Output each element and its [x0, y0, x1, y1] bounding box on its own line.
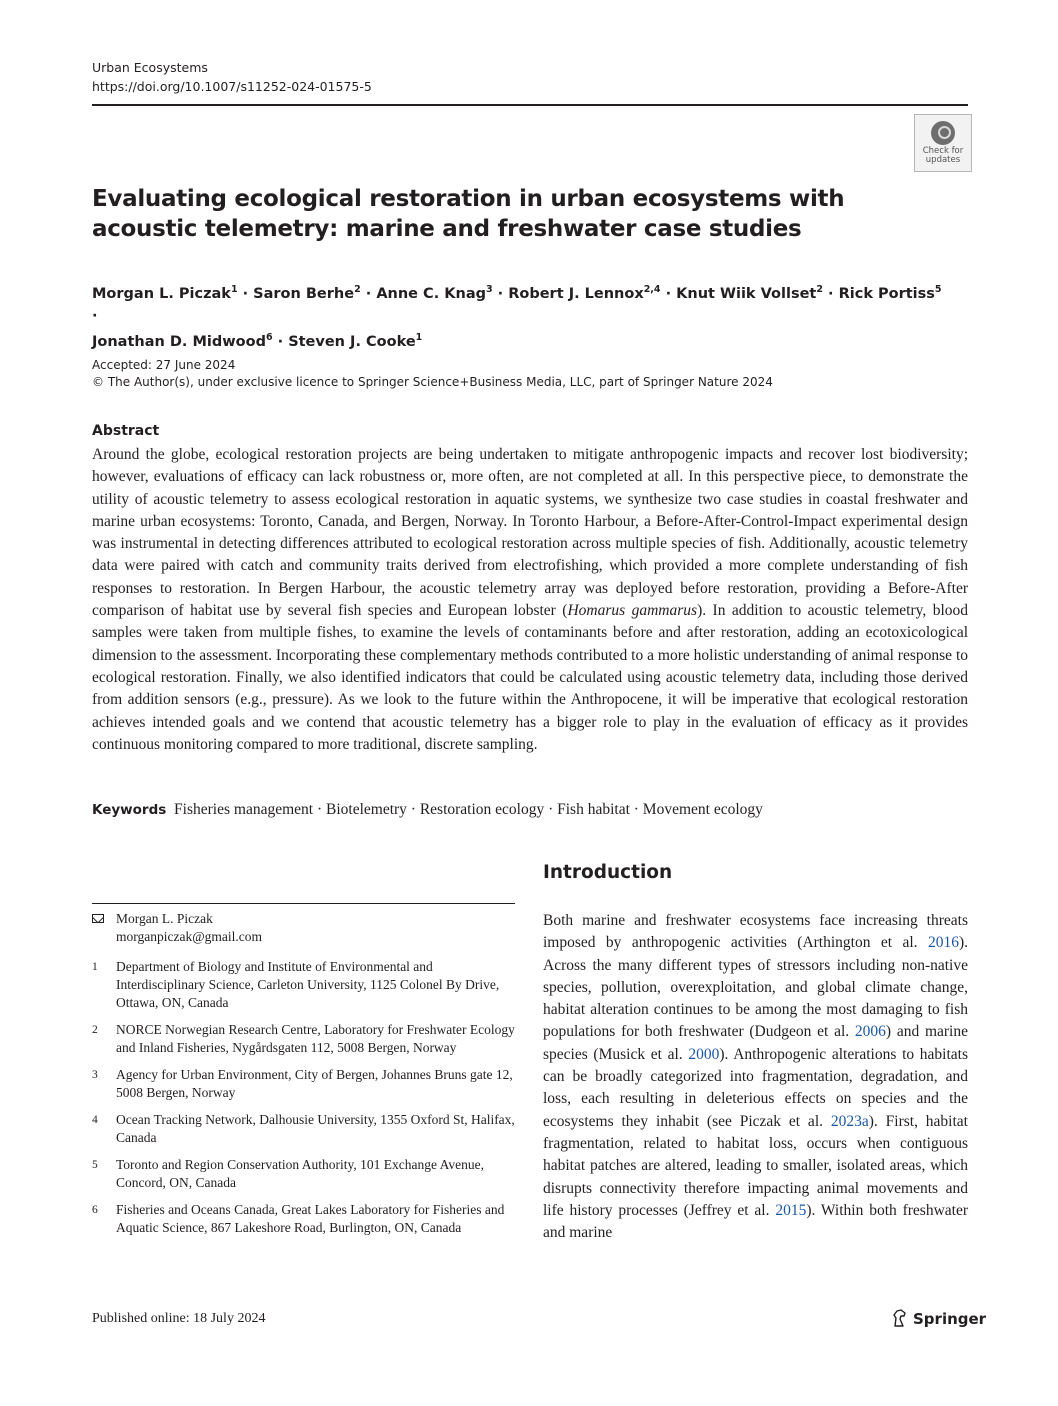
affiliation-number: 1: [92, 961, 98, 973]
affiliation-item: [92, 958, 516, 1012]
introduction-heading: Introduction: [543, 862, 673, 883]
affiliation-text: Ocean Tracking Network, Dalhousie University, 1355 Oxford St, Halifax, Canada: [116, 1112, 515, 1145]
publisher-logo: [892, 1309, 986, 1328]
author-separator: ·: [237, 285, 254, 302]
corresponding-author: [92, 910, 516, 946]
affiliation-number: 5: [92, 1159, 98, 1171]
affiliation-text: Fisheries and Oceans Canada, Great Lakes Laboratory for Fisheries and Aquatic Science, 867 Lakeshore Road, Burlington, ON, Canada: [116, 1202, 505, 1235]
introduction-segment: ). First, habitat fragmentation, related to habitat loss, occurs when contiguous habitat patches are altered, leading to smaller, isolated areas, which disrupts connectivity therefore impacting animal movements and life history processes (Jeffrey et al.: [543, 1112, 968, 1219]
affiliation-number: 2: [92, 1024, 98, 1036]
author: [508, 286, 676, 302]
keywords: [92, 799, 968, 821]
header-rule: [92, 104, 968, 106]
affiliation-number: 3: [92, 1069, 98, 1081]
introduction-segment: ). Within both freshwater and marine: [543, 1201, 969, 1242]
author-affiliation-mark: 3: [485, 284, 493, 295]
citation-link[interactable]: 2023a: [830, 1112, 869, 1130]
author-name: Robert J. Lennox: [508, 285, 644, 302]
author: [92, 331, 289, 350]
affiliation-text: Department of Biology and Institute of Environmental and Interdisciplinary Science, Carleton University, 1125 Colonel By Drive, Ottawa, ON, Canada: [116, 959, 500, 1010]
author: [253, 286, 376, 302]
affiliation-list: [92, 958, 516, 1237]
introduction-segment: ). Across the many different types of stressors including non-native species, pollution, overexploitation, and global climate change, habitat alteration continues to be among the most damaging to fish populations for both freshwater (Dudgeon et al.: [543, 934, 968, 1041]
author-name: Saron Berhe: [253, 285, 355, 302]
journal-header: [92, 58, 372, 96]
introduction-segment: ) and marine species (Musick et al.: [543, 1023, 968, 1063]
footnote-rule: [92, 903, 515, 904]
envelope-icon: [92, 914, 104, 923]
citation-link[interactable]: 2000: [688, 1045, 720, 1063]
affiliation-text: NORCE Norwegian Research Centre, Laboratory for Freshwater Ecology and Inland Fisheries, Nygårdsgaten 112, 5008 Bergen, Norway: [116, 1022, 515, 1055]
abstract-part-2: ). In addition to acoustic telemetry, blood samples were taken from multiple fishes, to examine the levels of contaminants before and after restoration, adding an ecotoxicological dimension to the assessment. Incorporating these complementary methods contributed to a more holistic understanding of animal response to ecological restoration. Finally, we also identified indicators that could be calculated using acoustic telemetry data, including those derived from addition sensors (e.g., pressure). As we look to the future within the Anthropocene, it will be imperative that ecological restoration achieves intended goals and we contend that acoustic telemetry has a bigger role to play in the evaluation of efficacy as it provides continuous monitoring compared to more traditional, discrete sampling.: [92, 602, 969, 753]
author-name: Jonathan D. Midwood: [92, 333, 266, 350]
author-separator: ·: [92, 307, 98, 324]
author: [676, 286, 838, 302]
citation-link[interactable]: 2016: [927, 934, 959, 952]
author: [288, 331, 423, 350]
keywords-list: Fisheries management · Biotelemetry · Restoration ecology · Fish habitat · Movement ecology: [174, 801, 763, 818]
citation-link[interactable]: 2006: [854, 1023, 886, 1041]
author-name: Morgan L. Piczak: [92, 285, 231, 302]
affiliation-item: [92, 1066, 516, 1102]
affiliation-text: Agency for Urban Environment, City of Bergen, Johannes Bruns gate 12, 5008 Bergen, Norway: [116, 1067, 513, 1100]
springer-horse-icon: [892, 1309, 908, 1327]
affiliation-item: [92, 1156, 516, 1192]
author-separator: ·: [360, 285, 377, 302]
author-name: Steven J. Cooke: [288, 333, 416, 350]
introduction-segment: ). Anthropogenic alterations to habitats can be broadly categorized into fragmentation, degradation, and loss, each resulting in deleterious effects on species and the ecosystems they inhabit (see Piczak et al.: [543, 1045, 968, 1130]
author: [92, 286, 253, 302]
affiliation-item: [92, 1111, 516, 1147]
affiliation-number: 6: [92, 1204, 98, 1216]
affiliation-item: [92, 1021, 516, 1057]
article-title: Evaluating ecological restoration in urban ecosystems with acoustic telemetry: marine and freshwater case studies: [92, 186, 845, 242]
journal-name: Urban Ecosystems: [92, 60, 208, 75]
author-separator: ·: [822, 285, 839, 302]
abstract-text: [92, 444, 968, 756]
introduction-text: [543, 910, 968, 1244]
badge-line-1: Check for: [922, 146, 964, 156]
copyright-notice: © The Author(s), under exclusive licence to Springer Science+Business Media, LLC, part of Springer Nature 2024: [92, 375, 773, 389]
publisher-name: Springer: [913, 1310, 987, 1328]
abstract-heading: Abstract: [92, 423, 160, 439]
author-affiliation-mark: 1: [415, 331, 423, 343]
corresponding-author-name: Morgan L. Piczak: [116, 911, 213, 926]
author-name: Rick Portiss: [838, 285, 935, 302]
doi-link[interactable]: https://doi.org/10.1007/s11252-024-01575-5: [92, 79, 372, 94]
introduction-segment: Both marine and freshwater ecosystems face increasing threats imposed by anthropogenic activities (Arthington et al.: [543, 912, 968, 952]
abstract-species-name: Homarus gammarus: [567, 602, 698, 620]
published-date: Published online: 18 July 2024: [92, 1311, 266, 1326]
check-for-updates-icon: [931, 121, 955, 145]
corresponding-author-email[interactable]: morganpiczak@gmail.com: [116, 929, 263, 944]
citation-link[interactable]: 2015: [775, 1201, 807, 1219]
author-name: Knut Wiik Vollset: [676, 285, 817, 302]
author-affiliation-mark: 6: [265, 331, 273, 343]
keywords-label: Keywords: [92, 802, 167, 818]
author-separator: ·: [660, 285, 677, 302]
abstract-part-1: Around the globe, ecological restoration projects are being undertaken to mitigate anthropogenic impacts and recover lost biodiversity; however, evaluations of efficacy can lack robustness or, more often, are not completed at all. In this perspective piece, to demonstrate the utility of acoustic telemetry to assess ecological restoration in aquatic systems, we synthesize two case studies in coastal freshwater and marine urban ecosystems: Toronto, Canada, and Bergen, Norway. In Toronto Harbour, a Before-After-Control-Impact experimental design was instrumental in detecting differences attributed to ecological restoration across multiple species of fish. Additionally, acoustic telemetry data were paired with catch and community traits derived from electrofishing, which provided a more complete understanding of fish responses to restoration. In Bergen Harbour, the acoustic telemetry array was deployed before restoration, providing a Before-After comparison of habitat use by several fish species and European lobster (: [92, 446, 968, 620]
author-separator: ·: [272, 333, 289, 350]
check-for-updates-badge[interactable]: [914, 114, 972, 172]
affiliation-item: [92, 1201, 516, 1237]
author-affiliation-mark: 2: [816, 284, 823, 295]
author-affiliation-mark: 2,4: [643, 284, 661, 295]
author-affiliation-mark: 5: [934, 284, 942, 295]
affiliation-number: 4: [92, 1114, 98, 1126]
author-footnotes: [92, 910, 516, 1246]
author-affiliation-mark: 1: [230, 284, 238, 295]
author-separator: ·: [492, 285, 509, 302]
author: [376, 286, 508, 302]
author-affiliation-mark: 2: [354, 284, 361, 295]
accepted-date: Accepted: 27 June 2024: [92, 358, 236, 372]
badge-line-2: updates: [925, 155, 961, 165]
author-name: Anne C. Knag: [376, 285, 486, 302]
author-list: [92, 279, 952, 353]
affiliation-text: Toronto and Region Conservation Authority, 101 Exchange Avenue, Concord, ON, Canada: [116, 1157, 484, 1190]
